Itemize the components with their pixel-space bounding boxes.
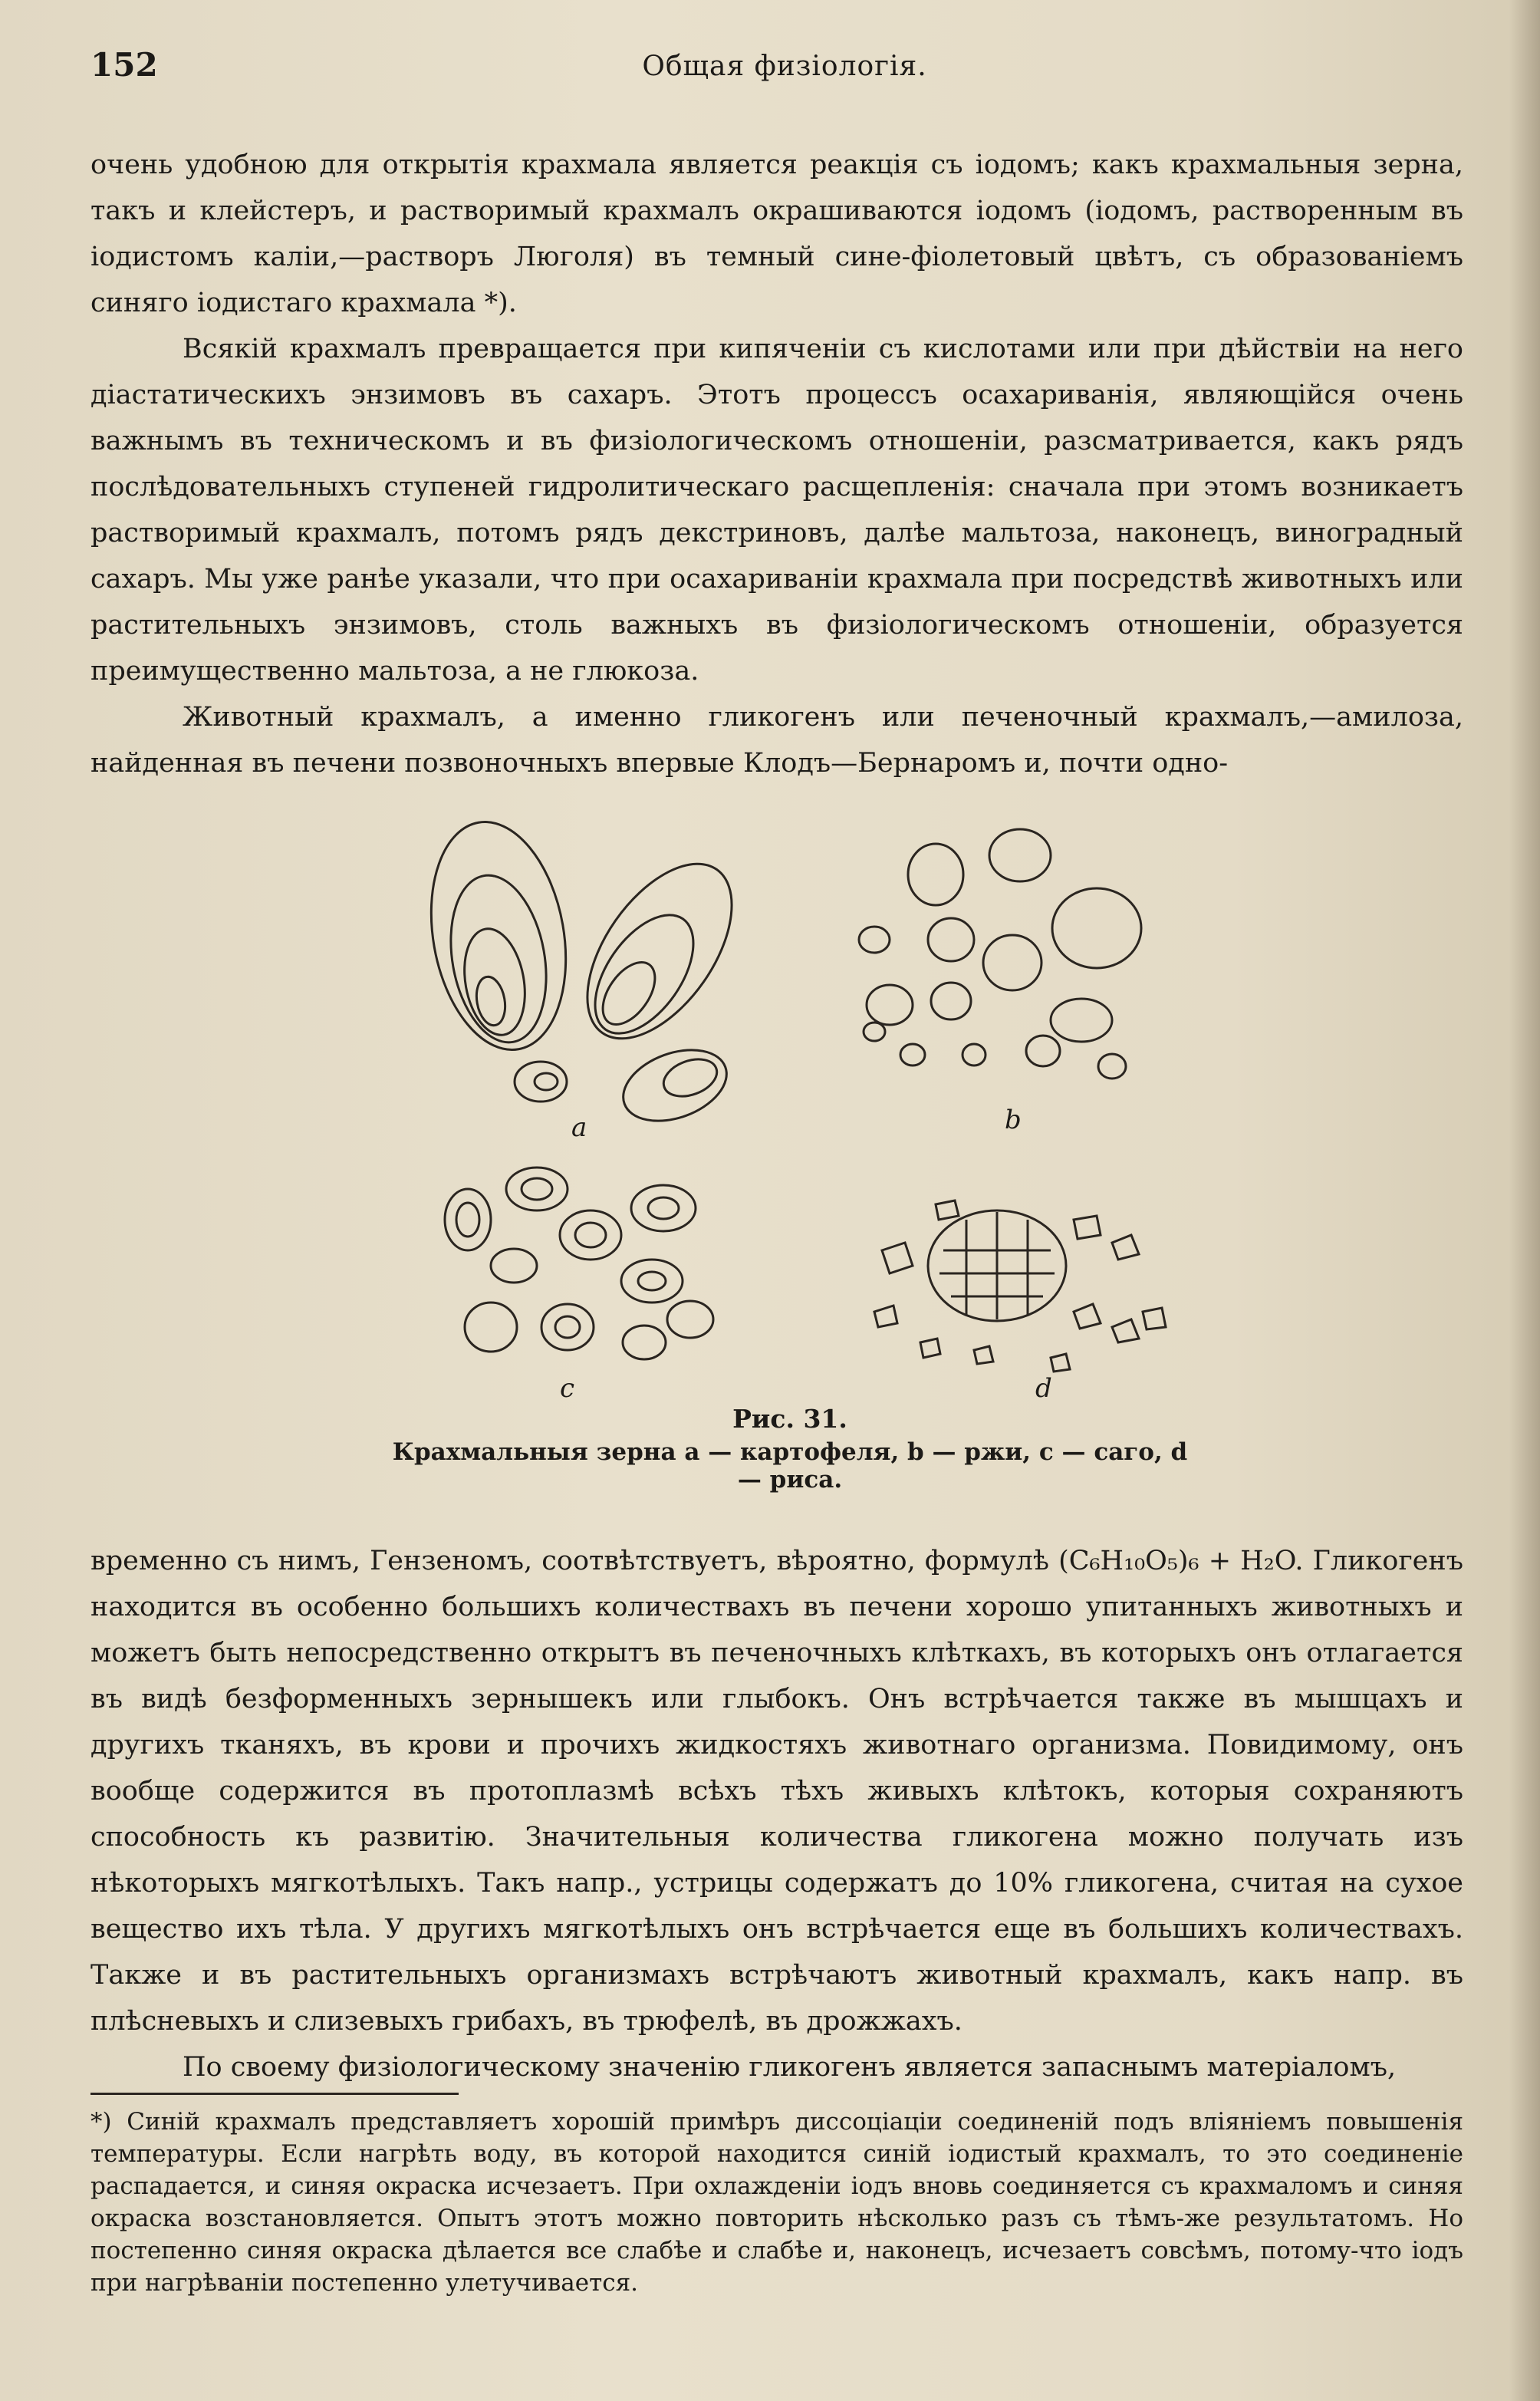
page-edge-shadow [1509, 0, 1540, 2401]
paragraph: По своему физіологическому значенію гликогенъ является запаснымъ матеріаломъ, [183, 2052, 1397, 2083]
figure-label-b: b [1005, 1105, 1022, 1135]
page-number: 152 [90, 46, 158, 84]
rice-grains [874, 1200, 1166, 1372]
running-title: Общая физіологія. [642, 51, 927, 82]
footnote-text: *) Синій крахмалъ представляетъ хорошій примѣръ диссоціаціи соединеній подъ вліяніемъ повышенія температуры. Если нагрѣть воду, въ которой находится синій іодистый крахмалъ, то это соединеніе распадается, и синяя окраска исчезаетъ. При охлажденіи іодъ вновь соединяется съ крахмаломъ и синяя окраска возстановляется. Опытъ этотъ можно повторить нѣсколько разъ съ тѣмъ-же результатомъ. Но постепенно синяя окраска дѣлается все слабѣе и слабѣе и, наконецъ, исчезаетъ совсѣмъ, потому-что іодъ при нагрѣваніи постепенно улетучивается. [90, 2108, 1463, 2297]
paragraph: Животный крахмалъ, а именно гликогенъ или печеночный крахмалъ,—амилоза, найденная въ печени позвоночныхъ впервые Клодъ—Бернаромъ и, почти одно- [90, 702, 1463, 779]
figure-label-c: c [560, 1373, 575, 1404]
figure-caption-text: Крахмальныя зерна a — картофеля, b — ржи, c — саго, d — риса. [392, 1438, 1188, 1494]
footnote-rule [90, 2093, 459, 2095]
figure-label-d: d [1035, 1373, 1052, 1404]
paragraph: Всякій крахмалъ превращается при кипяченіи съ кислотами или при дѣйствіи на него діастатическихъ энзимовъ въ сахаръ. Этотъ процессъ осахариванія, являющійся очень важнымъ въ техническомъ и въ физіологическомъ отношеніи, разсматривается, какъ рядъ послѣдовательныхъ ступеней гидролитическаго расщепленія: сначала при этомъ возникаетъ растворимый крахмалъ, потомъ рядъ декстриновъ, далѣе мальтоза, наконецъ, виноградный сахаръ. Мы уже ранѣе указали, что при осахариваніи крахмала при посредствѣ животныхъ или растительныхъ энзимовъ, столь важныхъ въ физіологическомъ отношеніи, образуется преимущественно мальтоза, а не глюкоза. [90, 334, 1463, 687]
starch-grains-illustration [383, 790, 1196, 1396]
potato-grains [414, 812, 761, 1135]
figure-caption-title: Рис. 31. [732, 1404, 847, 1434]
body-text-top [90, 142, 1463, 786]
footnote [90, 2106, 1463, 2299]
paragraph: очень удобною для открытія крахмала является реакція съ іодомъ; какъ крахмальныя зерна, такъ и клейстеръ, и растворимый крахмалъ окрашиваются іодомъ (іодомъ, растворенным въ іодистомъ каліи,—растворъ Люголя) въ темный сине-фіолетовый цвѣтъ, съ образованіемъ синяго іодистаго крахмала *). [90, 150, 1463, 318]
figure-label-a: a [571, 1112, 587, 1143]
sago-grains [445, 1168, 713, 1359]
figure-starch-grains [383, 790, 1196, 1494]
rye-grains [859, 829, 1141, 1079]
paragraph: временно съ нимъ, Гензеномъ, соотвѣтствуетъ, вѣроятно, формулѣ (C₆H₁₀O₅)₆ + H₂O. Гликогенъ находится въ особенно большихъ количествахъ въ печени хорошо упитанныхъ животныхъ и можетъ быть непосредственно открытъ въ печеночныхъ клѣткахъ, въ которыхъ онъ отлагается въ видѣ безформенныхъ зернышекъ или глыбокъ. Онъ встрѣчается также въ мышцахъ и другихъ тканяхъ, въ крови и прочихъ жидкостяхъ животнаго организма. Повидимому, онъ вообще содержится въ протоплазмѣ всѣхъ тѣхъ живыхъ клѣтокъ, которыя сохраняютъ способность къ развитію. Значительныя количества гликогена можно получать изъ нѣкоторыхъ мягкотѣлыхъ. Такъ напр., устрицы содержатъ до 10% гликогена, считая на сухое вещество ихъ тѣла. У другихъ мягкотѣлыхъ онъ встрѣчается еще въ большихъ количествахъ. Также и въ растительныхъ организмахъ встрѣчаютъ животный крахмалъ, какъ напр. въ плѣсневыхъ и слизевыхъ грибахъ, въ трюфелѣ, въ дрожжахъ. [90, 1546, 1463, 2037]
body-text-bottom [90, 1538, 1463, 2090]
page-header [90, 46, 1479, 100]
